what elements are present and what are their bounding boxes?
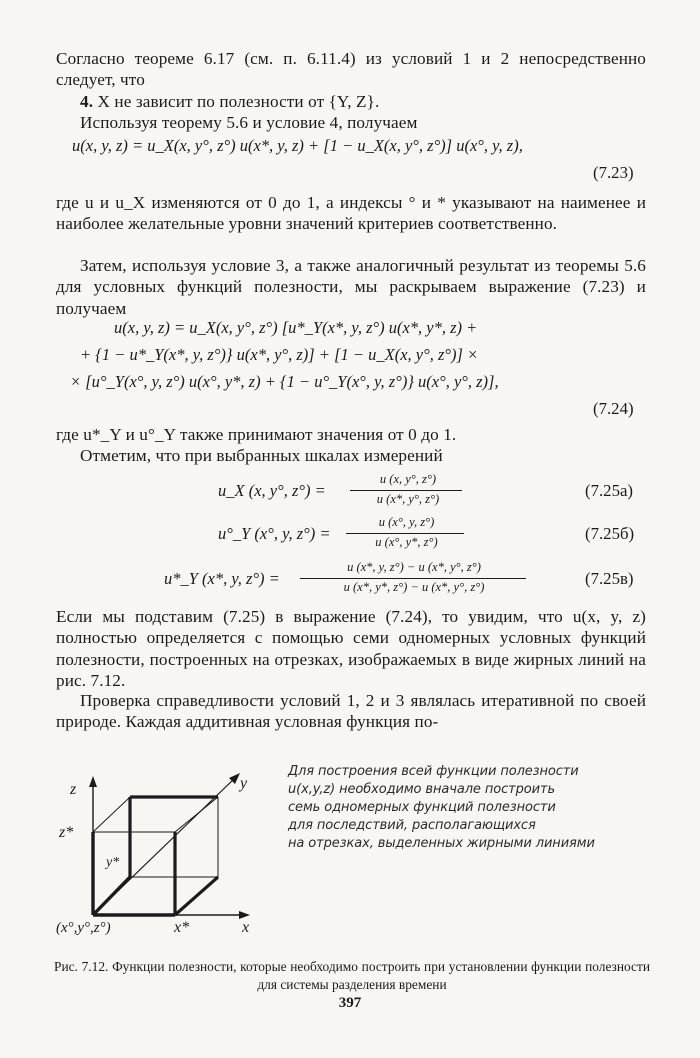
figure-note-line-5: на отрезках, выделенных жирными линиями bbox=[288, 836, 595, 851]
y-axis-label: y bbox=[240, 775, 248, 792]
equation-7-25c-denominator: u (x*, y*, z°) − u (x*, y°, z°) bbox=[343, 580, 485, 594]
top-right-connector bbox=[175, 797, 218, 832]
paragraph-4: где u и u_X изменяются от 0 до 1, а индексы ° и * указывают на наименее и наиболее желательные уровни значений критериев соответственно. bbox=[56, 193, 646, 234]
equation-7-25b-numerator: u (x°, y, z°) bbox=[378, 515, 435, 529]
bottom-right-connector bbox=[175, 877, 218, 915]
paragraph-9: Проверка справедливости условий 1, 2 и 3 являлась итеративной по своей природе. Каждая аддитивная условная функция по- bbox=[56, 691, 646, 732]
equation-7-25a-fraction-bar bbox=[350, 490, 462, 491]
paragraph-1: Согласно теореме 6.17 (см. п. 6.11.4) из условий 1 и 2 непосредственно следует, что bbox=[56, 49, 646, 90]
equation-7-25b-fraction-bar bbox=[346, 533, 464, 534]
equation-7-24-number: (7.24) bbox=[593, 399, 634, 418]
equation-7-25b-number: (7.25б) bbox=[585, 524, 635, 543]
page-number: 397 bbox=[338, 995, 362, 1011]
equation-7-24-line-1: u(x, y, z) = u_X(x, y°, z°) [u*_Y(x*, y, z°) u(x*, y*, z) + bbox=[114, 318, 478, 337]
paragraph-3: Используя теорему 5.6 и условие 4, получаем bbox=[80, 113, 418, 132]
equation-7-24-line-3: × [u°_Y(x°, y, z°) u(x°, y*, z) + {1 − u°_Y(x°, y, z°)} u(x°, y°, z)], bbox=[70, 372, 499, 391]
paragraph-5: Затем, используя условие 3, а также аналогичный результат из теоремы 5.6 для условных функций полезности, мы раскрываем выражение (7.23) и получаем bbox=[56, 256, 646, 318]
z-star-label: z* bbox=[59, 824, 74, 841]
y-star-label: y* bbox=[106, 855, 120, 870]
equation-7-25a-numerator: u (x, y°, z°) bbox=[379, 472, 437, 486]
equation-7-23: u(x, y, z) = u_X(x, y°, z°) u(x*, y, z) + [1 − u_X(x, y°, z°)] u(x°, y, z), bbox=[72, 136, 523, 155]
figure-note-line-3: семь одномерных функций полезности bbox=[288, 800, 556, 815]
x-star-label: x* bbox=[174, 919, 190, 936]
equation-7-25c-lhs: u*_Y (x*, y, z°) = bbox=[164, 569, 280, 588]
x-axis-arrowhead bbox=[239, 911, 250, 919]
paragraph-6: где u*_Y и u°_Y также принимают значения от 0 до 1. bbox=[56, 425, 457, 444]
equation-7-25a-lhs: u_X (x, y°, z°) = bbox=[218, 481, 326, 500]
z-axis-arrowhead bbox=[89, 776, 97, 787]
top-left-connector bbox=[93, 797, 130, 832]
equation-7-25c-number: (7.25в) bbox=[585, 569, 634, 588]
equation-7-25a-number: (7.25а) bbox=[585, 481, 633, 500]
paragraph-condition-4: 4. X не зависит по полезности от {Y, Z}. bbox=[80, 92, 380, 111]
equation-7-25c-numerator: u (x*, y, z°) − u (x*, y°, z°) bbox=[347, 560, 481, 574]
bold-y-segment bbox=[93, 877, 130, 915]
figure-note-line-4: для последствий, располагающихся bbox=[288, 818, 536, 833]
figure-caption: Рис. 7.12. Функции полезности, которые необходимо построить при установлении функции полезности для системы разделения времени bbox=[54, 959, 650, 992]
x-axis-label: x bbox=[242, 919, 250, 936]
origin-label: (x°,y°,z°) bbox=[56, 920, 111, 936]
equation-7-25c-fraction-bar bbox=[300, 578, 526, 579]
z-axis-label: z bbox=[70, 781, 77, 798]
equation-7-25a-denominator: u (x*, y°, z°) bbox=[376, 492, 440, 506]
figure-note-line-1: Для построения всей функции полезности bbox=[288, 764, 579, 779]
equation-7-23-number: (7.23) bbox=[593, 163, 634, 182]
figure-7-12-cube-diagram bbox=[50, 760, 290, 940]
paragraph-7: Отметим, что при выбранных шкалах измерений bbox=[80, 446, 443, 465]
equation-7-25b-lhs: u°_Y (x°, y, z°) = bbox=[218, 524, 331, 543]
equation-7-24-line-2: + {1 − u*_Y(x*, y, z°)} u(x*, y°, z)] + [1 − u_X(x, y°, z°)] × bbox=[80, 345, 479, 364]
equation-7-25b-denominator: u (x°, y*, z°) bbox=[375, 535, 438, 549]
figure-note-line-2: u(x,y,z) необходимо вначале построить bbox=[288, 782, 556, 797]
paragraph-8: Если мы подставим (7.25) в выражение (7.24), то увидим, что u(x, y, z) полностью определяется с помощью семи одномерных условных функций полезности, построенных на отрезках, изображаемых в виде жирных линий на рис. 7.12. bbox=[56, 607, 646, 690]
